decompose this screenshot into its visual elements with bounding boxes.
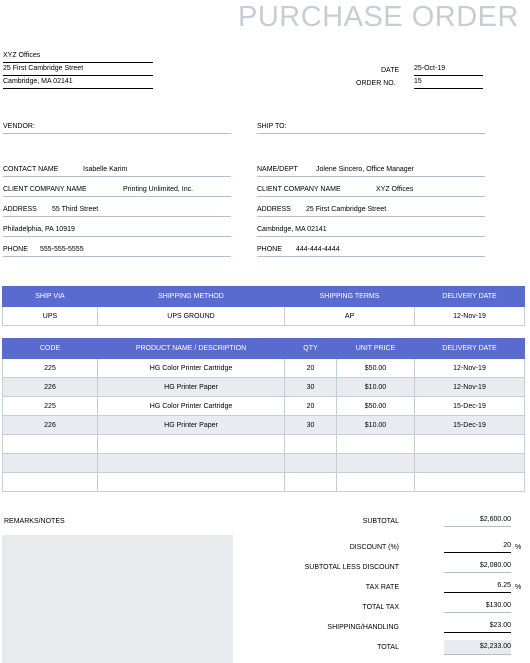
unit-price-cell[interactable] [337,473,415,492]
total-label: TOTAL [377,644,399,651]
unit-price-cell[interactable] [337,454,415,473]
product-cell[interactable] [98,435,285,454]
ship-to-name-label: NAME/DEPT [257,166,298,173]
company-name: XYZ Offices [3,52,153,63]
item-delivery-cell[interactable] [415,454,525,473]
shipping-row [3,307,525,326]
unit-price-cell[interactable]: $10.00 [337,416,415,435]
ship-to-city[interactable]: Cambridge, MA 02141 [257,226,485,237]
shipping-header-row [3,287,525,307]
item-delivery-cell[interactable]: 15-Dec-19 [415,397,525,416]
item-delivery-cell[interactable]: 15-Dec-19 [415,416,525,435]
ship-to-address[interactable]: 25 First Cambridge Street [306,206,387,213]
unit-price-cell[interactable]: $50.00 [337,397,415,416]
vendor-phone-row [3,246,231,257]
table-row [3,397,525,416]
vendor-contact-label: CONTACT NAME [3,166,59,173]
ship-to-company[interactable]: XYZ Offices [376,186,414,193]
total-tax-label: TOTAL TAX [362,604,399,611]
item-delivery-cell[interactable] [415,435,525,454]
ship-to-name[interactable]: Jolene Sincero, Office Manager [316,166,414,173]
tax-rate-value[interactable]: 6.25 [444,582,511,593]
subtotal-less-discount-value: $2,080.00 [444,562,511,573]
vendor-address-label: ADDRESS [3,206,37,213]
tax-rate-unit: % [515,584,522,591]
code-cell[interactable]: 226 [3,416,98,435]
order-date[interactable]: 25-Oct-19 [414,65,483,76]
discount-unit: % [515,544,522,551]
ship-to-address-label: ADDRESS [257,206,291,213]
vendor-phone-label: PHONE [3,246,28,253]
code-cell[interactable] [3,454,98,473]
qty-cell[interactable]: 30 [285,378,337,397]
shipping-handling-value[interactable]: $23.00 [444,622,511,633]
remarks-field[interactable] [2,535,233,663]
vendor-company[interactable]: Printing Unlimited, Inc. [123,186,194,193]
ship-to-phone[interactable]: 444-444-4444 [296,246,340,253]
qty-cell[interactable]: 20 [285,397,337,416]
code-cell[interactable] [3,435,98,454]
subtotal-value: $2,600.00 [444,516,511,527]
total-tax-value: $130.00 [444,602,511,613]
shipping-method-cell[interactable]: UPS GROUND [98,307,285,326]
vendor-city[interactable]: Philadelphia, PA 10919 [3,226,231,237]
col-ship-via: SHIP VIA [3,287,98,307]
discount-label: DISCOUNT (%) [349,544,399,551]
vendor-contact-row [3,166,231,177]
shipping-terms-cell[interactable]: AP [285,307,415,326]
col-item-delivery-date: DELIVERY DATE [415,339,525,359]
ship-to-heading: SHIP TO: [257,123,485,134]
code-cell[interactable] [3,473,98,492]
tax-rate-label: TAX RATE [365,584,399,591]
product-cell[interactable]: HG Color Printer Cartridge [98,397,285,416]
company-city: Cambridge, MA 02141 [3,78,153,89]
product-cell[interactable]: HG Printer Paper [98,378,285,397]
item-delivery-cell[interactable] [415,473,525,492]
col-shipping-method: SHIPPING METHOD [98,287,285,307]
table-row [3,359,525,378]
table-row [3,378,525,397]
items-header-row [3,339,525,359]
company-street: 25 First Cambridge Street [3,65,153,76]
code-cell[interactable]: 225 [3,359,98,378]
order-no-label: ORDER NO. [356,80,396,87]
qty-cell[interactable] [285,473,337,492]
ship-to-company-label: CLIENT COMPANY NAME [257,186,341,193]
vendor-company-label: CLIENT COMPANY NAME [3,186,87,193]
qty-cell[interactable] [285,435,337,454]
vendor-phone[interactable]: 555-555-5555 [40,246,84,253]
col-code: CODE [3,339,98,359]
ship-to-address-row [257,206,485,217]
ship-to-company-row [257,186,485,197]
subtotal-label: SUBTOTAL [362,518,399,525]
col-shipping-terms: SHIPPING TERMS [285,287,415,307]
item-delivery-cell[interactable]: 12-Nov-19 [415,378,525,397]
unit-price-cell[interactable] [337,435,415,454]
qty-cell[interactable]: 30 [285,416,337,435]
qty-cell[interactable] [285,454,337,473]
col-delivery-date: DELIVERY DATE [415,287,525,307]
vendor-contact[interactable]: Isabelle Karim [83,166,128,173]
items-table [2,338,525,492]
col-product: PRODUCT NAME / DESCRIPTION [98,339,285,359]
delivery-date-cell[interactable]: 12-Nov-19 [415,307,525,326]
table-row [3,454,525,473]
product-cell[interactable]: HG Color Printer Cartridge [98,359,285,378]
product-cell[interactable] [98,454,285,473]
col-unit-price: UNIT PRICE [337,339,415,359]
col-qty: QTY [285,339,337,359]
product-cell[interactable] [98,473,285,492]
table-row [3,435,525,454]
vendor-heading: VENDOR: [3,123,231,134]
date-label: DATE [381,67,400,74]
ship-via-cell[interactable]: UPS [3,307,98,326]
code-cell[interactable]: 225 [3,397,98,416]
subtotal-less-discount-label: SUBTOTAL LESS DISCOUNT [304,564,399,571]
page-title: PURCHASE ORDER [238,1,519,33]
remarks-label: REMARKS/NOTES [4,518,65,525]
ship-to-name-row [257,166,485,177]
product-cell[interactable]: HG Printer Paper [98,416,285,435]
ship-to-phone-row [257,246,485,257]
vendor-address[interactable]: 55 Third Street [52,206,99,213]
qty-cell[interactable]: 20 [285,359,337,378]
ship-to-phone-label: PHONE [257,246,282,253]
order-no[interactable]: 15 [414,78,483,89]
table-row [3,416,525,435]
item-delivery-cell[interactable]: 12-Nov-19 [415,359,525,378]
vendor-address-row [3,206,231,217]
total-value: $2,233.00 [444,640,511,655]
unit-price-cell[interactable]: $10.00 [337,378,415,397]
table-row [3,473,525,492]
vendor-company-row [3,186,231,197]
code-cell[interactable]: 226 [3,378,98,397]
shipping-table [2,286,525,326]
shipping-handling-label: SHIPPING/HANDLING [327,624,399,631]
discount-value[interactable]: 20 [444,542,511,553]
unit-price-cell[interactable]: $50.00 [337,359,415,378]
